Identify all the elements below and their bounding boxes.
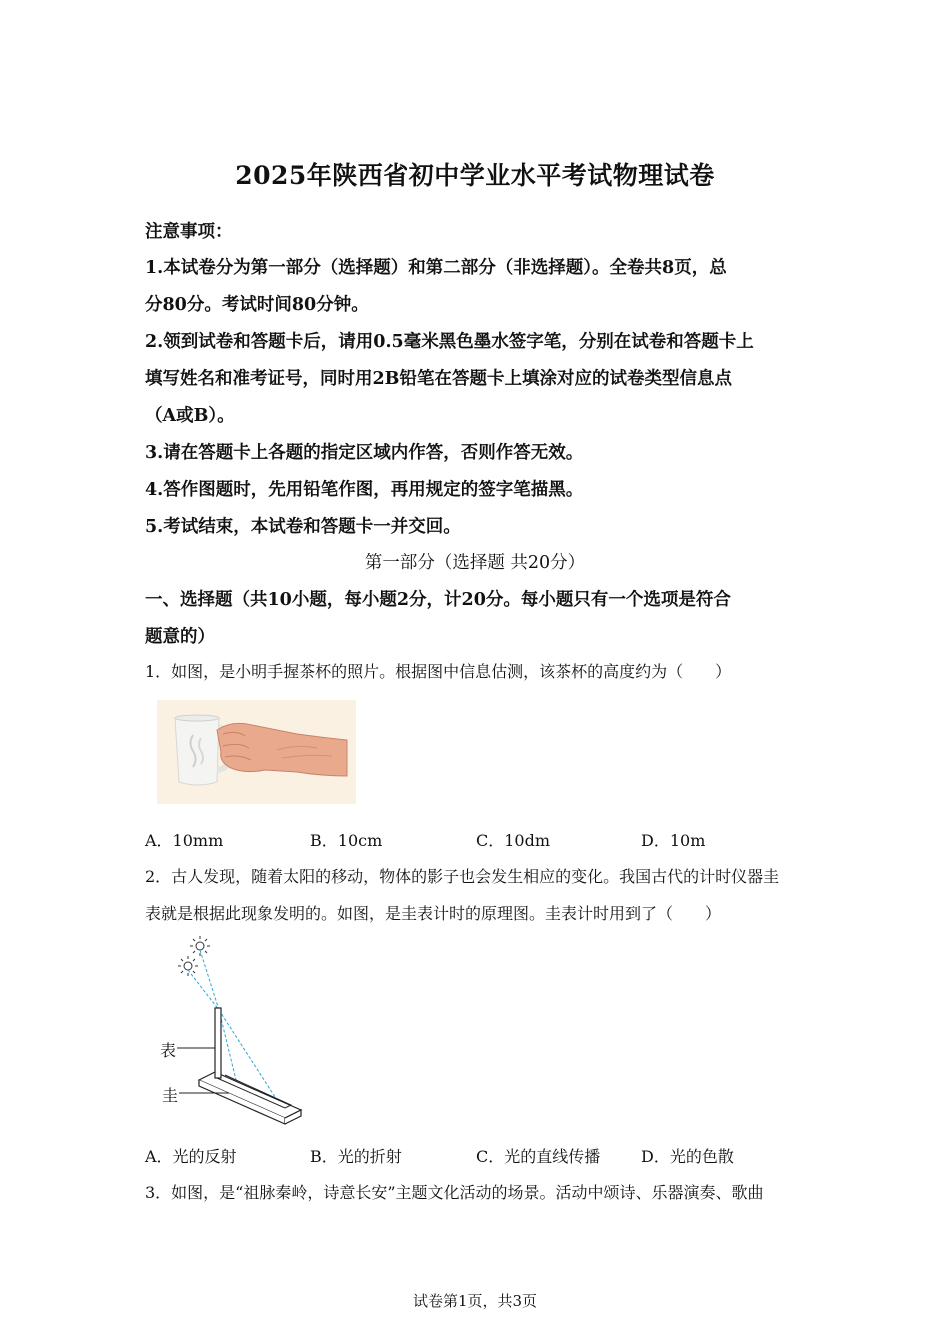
q1-option-b: B．10cm	[310, 831, 383, 850]
gnomon-diagram	[155, 932, 310, 1128]
notice-line-6: 3.请在答题卡上各题的指定区域内作答，否则作答无效。	[145, 443, 584, 463]
page-footer: 试卷第1页，共3页	[412, 1292, 538, 1310]
q2-stem-line-2: 表就是根据此现象发明的。如图，是圭表计时的原理图。圭表计时用到了（ ）	[145, 904, 722, 923]
q2-stem-line-1: 2．古人发现，随着太阳的移动，物体的影子也会发生相应的变化。我国古代的计时仪器圭	[145, 867, 780, 886]
section1-line-2: 题意的）	[145, 627, 215, 647]
q2-option-d: D．光的色散	[641, 1147, 734, 1166]
notice-line-1: 1.本试卷分为第一部分（选择题）和第二部分（非选择题）。全卷共8页，总	[145, 258, 727, 278]
notice-heading: 注意事项：	[145, 222, 233, 242]
label-gui: 圭	[162, 1086, 179, 1105]
part1-heading: 第一部分（选择题 共20分）	[364, 553, 586, 573]
section1-line-1: 一、选择题（共10小题，每小题2分，计20分。每小题只有一个选项是符合	[145, 590, 731, 610]
q2-option-b: B．光的折射	[310, 1147, 402, 1166]
q3-stem-line-1: 3．如图，是“祖脉秦岭，诗意长安”主题文化活动的场景。活动中颂诗、乐器演奏、歌曲	[145, 1183, 764, 1202]
hand-holding-cup-image	[157, 700, 356, 804]
page-title: 2025年陕西省初中学业水平考试物理试卷	[235, 161, 715, 190]
label-biao: 表	[160, 1041, 177, 1060]
q2-figure	[155, 932, 310, 1128]
notice-line-8: 5.考试结束，本试卷和答题卡一并交回。	[145, 517, 461, 537]
q2-option-c: C．光的直线传播	[476, 1147, 601, 1166]
q1-option-c: C．10dm	[476, 831, 551, 850]
notice-line-7: 4.答作图题时，先用铅笔作图，再用规定的签字笔描黑。	[145, 480, 584, 500]
notice-line-4: 填写姓名和准考证号，同时用2B铅笔在答题卡上填涂对应的试卷类型信息点	[145, 369, 732, 389]
q1-option-a: A．10mm	[145, 831, 224, 850]
q1-option-d: D．10m	[641, 831, 706, 850]
sun-icon	[178, 956, 198, 976]
notice-line-3: 2.领到试卷和答题卡后，请用0.5毫米黑色墨水签字笔，分别在试卷和答题卡上	[145, 332, 754, 352]
q1-figure	[157, 700, 356, 804]
q2-option-a: A．光的反射	[145, 1147, 237, 1166]
notice-line-5: （A或B）。	[145, 406, 235, 426]
notice-line-2: 分80分。考试时间80分钟。	[145, 295, 369, 315]
sun-icon	[190, 936, 210, 956]
q1-stem: 1．如图，是小明手握茶杯的照片。根据图中信息估测，该茶杯的高度约为（ ）	[145, 662, 732, 681]
